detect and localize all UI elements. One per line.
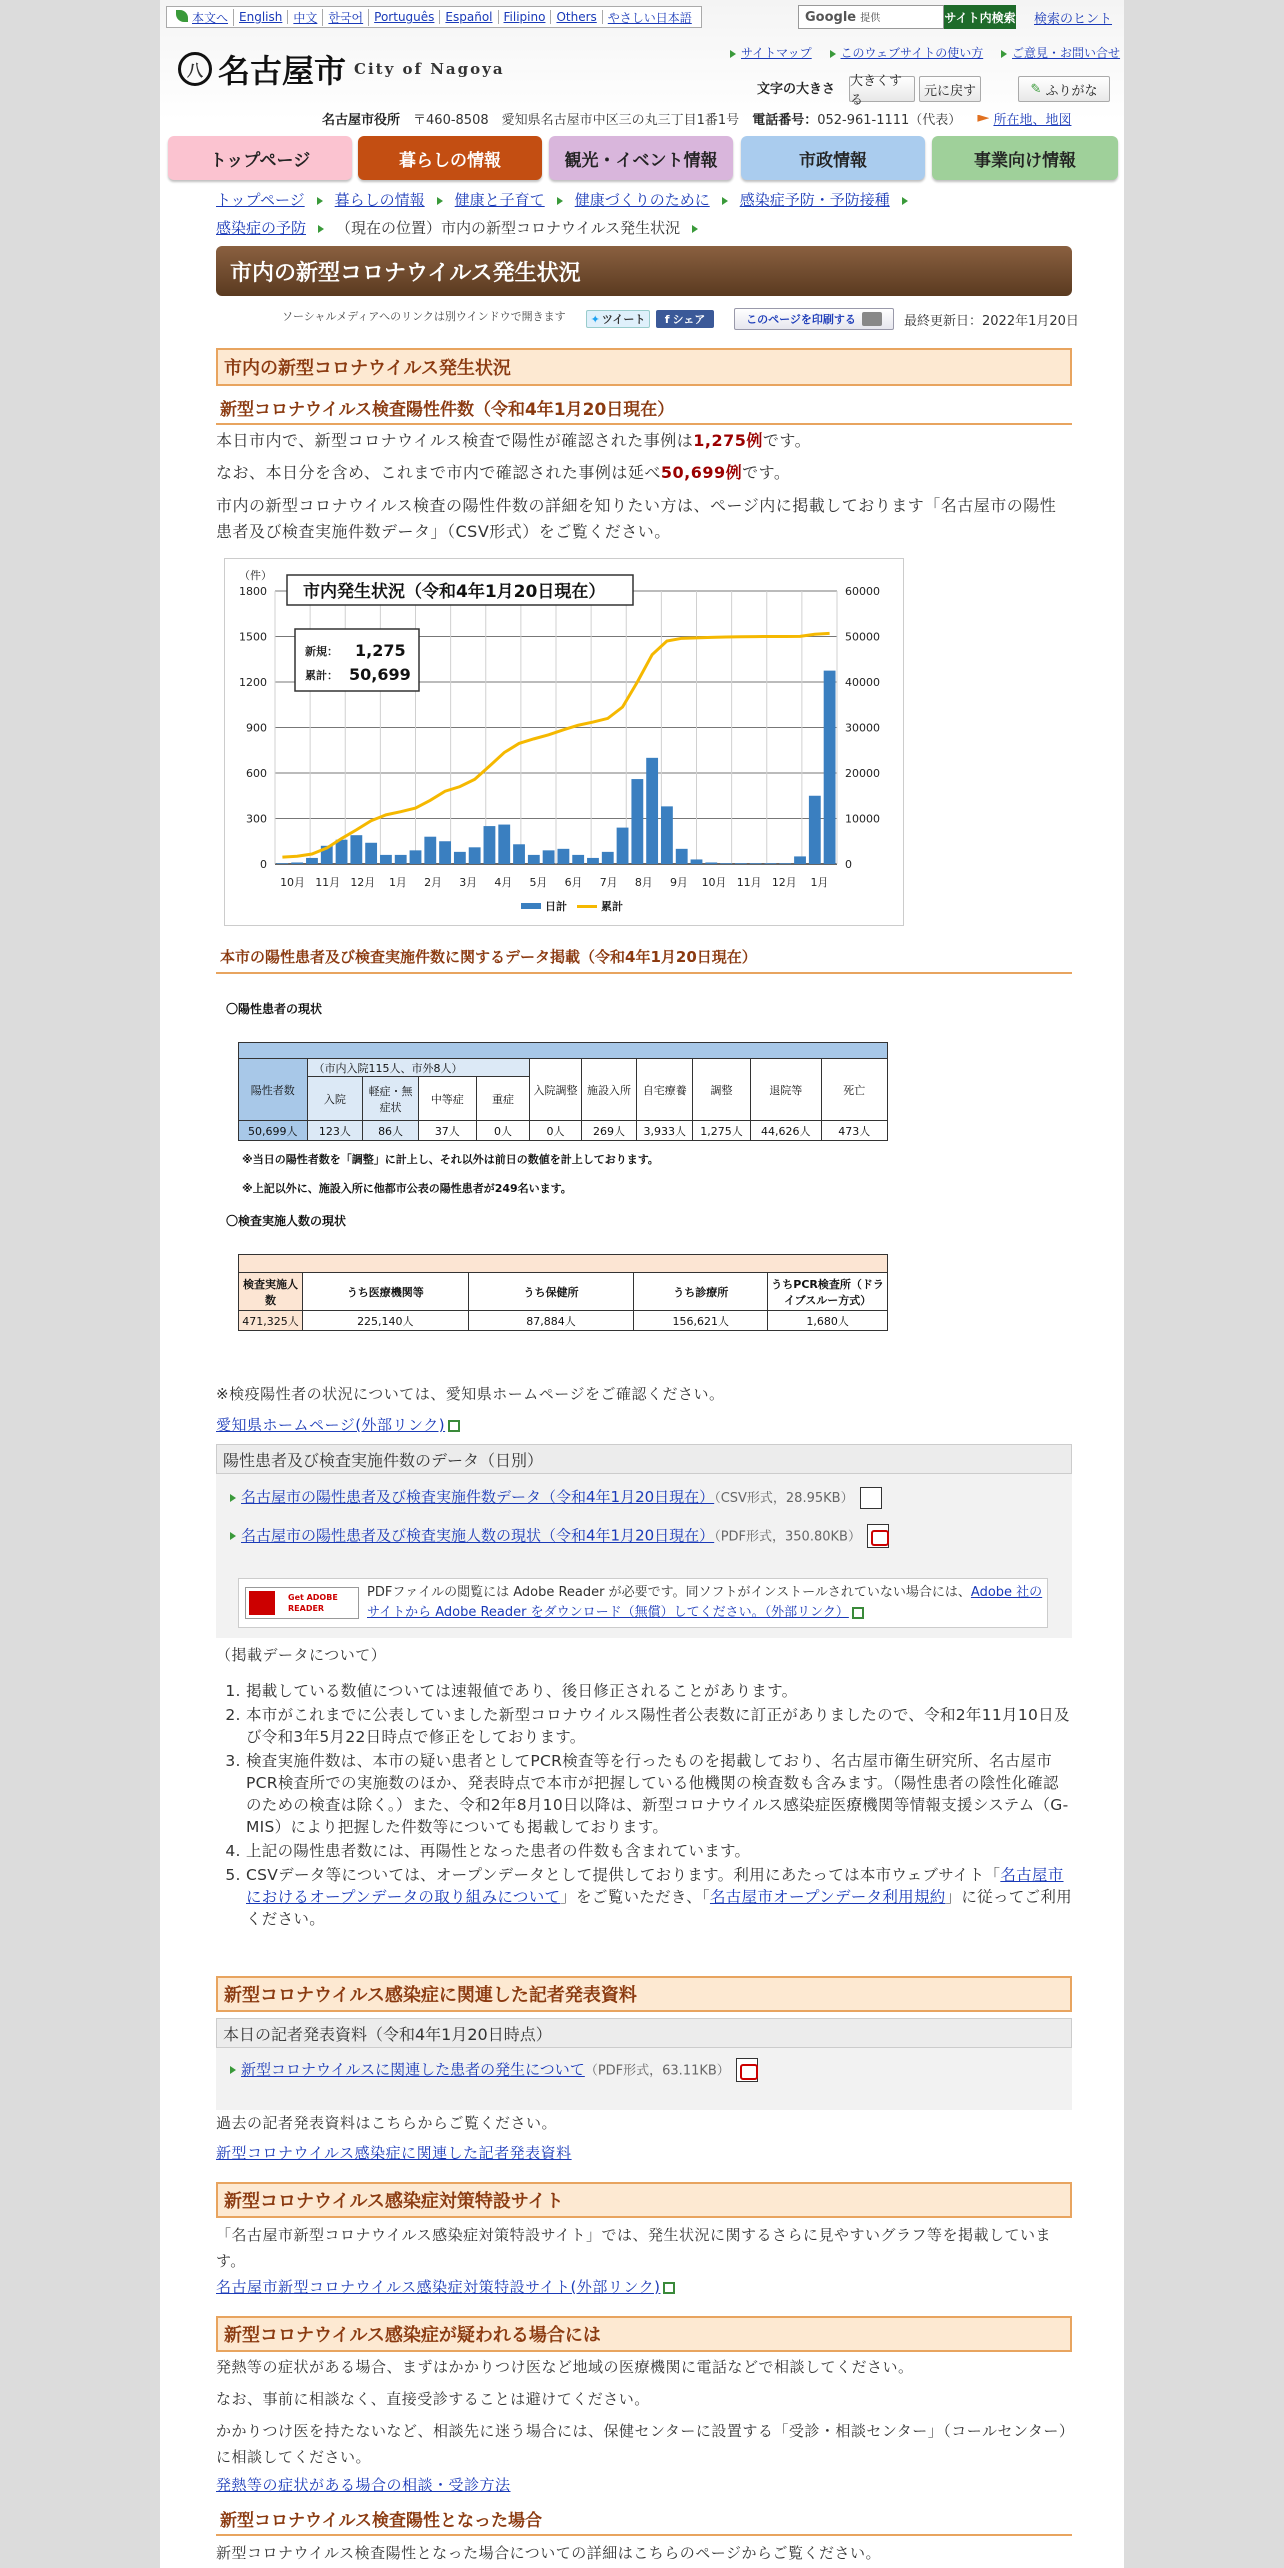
daily-bar <box>528 855 540 864</box>
open-data-terms-link[interactable]: 名古屋市オープンデータ利用規約 <box>709 1888 946 1906</box>
arrow-icon <box>230 1494 236 1502</box>
city-emblem-icon: 八 <box>178 52 212 86</box>
about-data-heading: （掲載データについて） <box>216 1646 387 1664</box>
adobe-notice <box>238 1578 1048 1628</box>
legend-label-daily: 日計 <box>545 900 567 913</box>
daily-bar <box>572 855 584 864</box>
x-tick-label: 1月 <box>810 876 829 889</box>
table-cell: 225,140人 <box>302 1311 468 1331</box>
table-cell: 156,621人 <box>634 1311 768 1331</box>
arrow-icon <box>692 225 698 233</box>
external-link-icon <box>448 1420 460 1432</box>
positive-case-text: 新型コロナウイルス検査陽性となった場合についての詳細はこちらのページからご覧ください。 <box>216 2544 882 2562</box>
list-item: 4. 上記の陽性患者数には、再陽性となった患者の件数も含まれています。 <box>246 1840 1072 1862</box>
office-address: 名古屋市役所 〒460-8508 愛知県名古屋市中区三の丸三丁目1番1号 電話番号：052-961-1111（代表） 所在地、地図 <box>322 113 1072 128</box>
share-button[interactable]: f シェア <box>656 310 714 328</box>
breadcrumb <box>216 186 1076 242</box>
header-cell: 入院 <box>307 1077 363 1121</box>
map-link[interactable]: 所在地、地図 <box>993 113 1072 128</box>
daily-bar <box>809 796 821 864</box>
page-title: 市内の新型コロナウイルス発生状況 <box>216 246 1072 296</box>
y2-tick-label: 60000 <box>845 585 880 598</box>
daily-bar <box>469 847 481 864</box>
table-cell: 87,884人 <box>468 1311 634 1331</box>
adobe-reader-badge[interactable]: Get ADOBE READER <box>245 1587 359 1619</box>
y-tick-label: 1800 <box>239 585 267 598</box>
header-cell: 施設入所 <box>581 1059 637 1121</box>
positive-status-heading: 〇陽性患者の現状 <box>226 1002 323 1016</box>
x-tick-label: 7月 <box>599 876 618 889</box>
csv-file-icon <box>860 1487 882 1509</box>
arrow-icon <box>722 197 728 205</box>
table-cell: 123人 <box>307 1121 363 1141</box>
daily-bar <box>794 856 806 864</box>
daily-bar <box>306 858 318 864</box>
x-tick-label: 12月 <box>350 876 376 889</box>
y-axis-labels <box>239 585 267 871</box>
table-cell: 0人 <box>476 1121 530 1141</box>
logo-en: City of Nagoya <box>354 60 505 78</box>
header-cell: 軽症・無症状 <box>363 1077 419 1121</box>
csv-guide-text: 市内の新型コロナウイルス検査の陽性件数の詳細を知りたい方は、ページ内に掲載しております「名古屋市の陽性患者及び検査実施件数データ」（CSV形式）をご覧ください。 <box>216 496 1057 541</box>
header-cell: 中等症 <box>418 1077 476 1121</box>
y2-tick-label: 40000 <box>845 676 880 689</box>
top-links <box>730 44 1120 61</box>
y-tick-label: 0 <box>260 858 267 871</box>
tweet-button[interactable]: ✦ ツイート <box>586 310 650 328</box>
language-bar <box>166 6 702 28</box>
section-heading: 新型コロナウイルス感染症が疑われる場合には <box>216 2316 1072 2352</box>
list-item: 5. CSVデータ等については、オープンデータとして提供しております。利用にあたっては本市ウェブサイト「名古屋市におけるオープンデータの取り組みについて」をご覧いただき、「名古屋市オープンデータ利用規約」に従ってご利用ください。 <box>246 1864 1072 1930</box>
header-cell: 退院等 <box>750 1059 821 1121</box>
arrow-icon <box>230 2066 236 2074</box>
social-note: ソーシャルメディアへのリンクは別ウインドウで開きます <box>282 310 566 323</box>
lang-link[interactable]: Español <box>440 10 498 24</box>
list-item: 3. 検査実施件数は、本市の疑い患者としてPCR検査等を行ったものを掲載しており、名古屋市衛生研究所、名古屋市PCR検査所での実施数のほか、発表時点で本市が把握している他機関の検査数も含みます。（陽性患者の陰性化確認のための検査は除く。）また、令和2年8月10日以降は、新型コロナウイルス感染症医療機関等情報支援システム（G-MIS）により把握した件数等についても掲載しております。 <box>246 1750 1072 1838</box>
daily-bar <box>705 862 717 864</box>
print-button[interactable]: このページを印刷する <box>734 308 894 330</box>
table-cell: 86人 <box>363 1121 419 1141</box>
arrow-icon <box>902 197 908 205</box>
daily-bar <box>691 859 703 864</box>
header-cell: 死亡 <box>821 1059 887 1121</box>
data-notes-list <box>216 1680 1072 1932</box>
breadcrumb-item[interactable]: 健康づくりのために <box>574 191 710 209</box>
csv-download-link[interactable]: 名古屋市の陽性患者及び検査実施件数データ（令和4年1月20日現在）（CSV形式，28.95KB） <box>230 1486 882 1509</box>
search-input[interactable]: Google 提供 <box>798 5 944 29</box>
daily-bar <box>543 850 555 864</box>
arrow-icon <box>1001 50 1007 58</box>
arrow-icon <box>318 225 324 233</box>
printer-icon <box>862 312 882 326</box>
table-cell: 269人 <box>581 1121 637 1141</box>
daily-bar <box>750 863 762 864</box>
quarantine-note: ※検疫陽性者の状況については、愛知県ホームページをご確認ください。 <box>216 1385 725 1403</box>
legend-label-cumulative: 累計 <box>601 900 623 913</box>
x-tick-label: 8月 <box>634 876 653 889</box>
leaf-icon <box>176 10 188 22</box>
breadcrumb-current: （現在の位置）市内の新型コロナウイルス発生状況 <box>336 219 681 237</box>
daily-bar <box>602 852 614 864</box>
contact-link[interactable]: ご意見・お問い合せ <box>1012 46 1121 60</box>
consult-link[interactable]: 発熱等の症状がある場合の相談・受診方法 <box>216 2476 511 2494</box>
press-pdf-link[interactable]: 新型コロナウイルスに関連した患者の発生について（PDF形式，63.11KB） <box>230 2058 758 2082</box>
header-cell: うち診療所 <box>634 1273 768 1311</box>
x-tick-label: 2月 <box>424 876 443 889</box>
y2-axis-labels <box>845 585 880 871</box>
pdf-file-icon <box>736 2058 758 2082</box>
table-cell: 1,680人 <box>768 1311 888 1331</box>
table-cell: 1,275人 <box>693 1121 751 1141</box>
header-cell: （市内入院115人、市外8人） <box>307 1059 530 1077</box>
flag-icon <box>977 115 989 127</box>
header-cell: 検査実施人数 <box>239 1273 303 1311</box>
positive-today-text: 本日市内で、新型コロナウイルス検査で陽性が確認された事例は1,275例です。 <box>216 431 812 450</box>
header-cell: 調整 <box>693 1059 751 1121</box>
table-cell: 44,626人 <box>750 1121 821 1141</box>
logo-name: 名古屋市 <box>218 52 347 90</box>
last-updated: 最終更新日：2022年1月20日 <box>904 314 1079 329</box>
daily-bar <box>735 863 747 864</box>
legend-swatch-daily <box>521 903 541 909</box>
x-tick-label: 11月 <box>315 876 341 889</box>
adobe-download-link[interactable]: Adobe 社のサイトから Adobe Reader をダウンロード（無償）してください。（外部リンク） <box>367 1585 1043 1620</box>
suspected-text: なお、事前に相談なく、直接受診することは避けてください。 <box>216 2390 650 2408</box>
daily-bar <box>513 844 525 864</box>
howto-link[interactable]: このウェブサイトの使い方 <box>840 46 984 60</box>
section-heading: 市内の新型コロナウイルス発生状況 <box>216 348 1072 386</box>
y-tick-label: 900 <box>246 721 267 735</box>
site-header <box>160 0 1124 200</box>
daily-bar <box>557 849 569 864</box>
daily-bar <box>424 837 436 864</box>
table-header-bar <box>239 1043 888 1059</box>
cases-chart-svg <box>225 559 903 925</box>
y2-tick-label: 50000 <box>845 630 880 644</box>
y-tick-label: 1500 <box>239 630 267 644</box>
new-label: 新規： <box>305 645 338 658</box>
external-link-icon <box>663 2282 675 2294</box>
lang-link[interactable]: Filipino <box>499 10 552 24</box>
x-axis-labels <box>280 876 828 889</box>
table-cell: 0人 <box>530 1121 581 1141</box>
y2-tick-label: 20000 <box>845 767 880 780</box>
search-button[interactable]: サイト内検索 <box>944 5 1016 29</box>
special-site-text: 「名古屋市新型コロナウイルス感染症対策特設サイト」では、発生状況に関するさらに見やすいグラフ等を掲載しています。 <box>216 2226 1052 2270</box>
furigana-button[interactable]: ✎ ふりがな <box>1018 76 1110 102</box>
daily-bar <box>498 825 510 864</box>
arrow-icon <box>557 197 563 205</box>
header-cell: うち保健所 <box>468 1273 634 1311</box>
daily-bar <box>646 758 658 864</box>
legend-swatch-cumulative <box>577 905 597 908</box>
table-cell: 471,325人 <box>239 1311 303 1331</box>
x-tick-label: 10月 <box>280 876 306 889</box>
table-cell: 473人 <box>821 1121 887 1141</box>
daily-bar <box>291 862 303 864</box>
global-nav <box>168 136 1118 180</box>
test-status-heading: 〇検査実施人数の現状 <box>226 1214 347 1228</box>
y2-tick-label: 0 <box>845 858 852 871</box>
header-cell: 入院調整 <box>530 1059 581 1121</box>
daily-bar <box>484 826 496 864</box>
x-tick-label: 5月 <box>529 876 548 889</box>
pdf-download-link[interactable]: 名古屋市の陽性患者及び検査実施人数の現状（令和4年1月20日現在）（PDF形式，350.80KB） <box>230 1524 889 1548</box>
header-cell: 陽性者数 <box>239 1059 308 1121</box>
y-axis-unit: （件） <box>239 569 272 582</box>
arrow-icon <box>830 50 836 58</box>
arrow-icon <box>437 197 443 205</box>
breadcrumb-item[interactable]: トップページ <box>216 191 305 209</box>
nav-tab-business[interactable]: 事業向け情報 <box>932 136 1118 180</box>
x-tick-label: 4月 <box>494 876 513 889</box>
header-cell: 自宅療養 <box>637 1059 693 1121</box>
table-cell: 3,933人 <box>637 1121 693 1141</box>
twitter-icon: ✦ <box>590 312 600 326</box>
lang-link[interactable]: 本文へ <box>171 9 234 26</box>
section-heading: 新型コロナウイルス感染症対策特設サイト <box>216 2182 1072 2218</box>
y2-tick-label: 30000 <box>845 721 880 735</box>
new-value: 1,275 <box>355 641 406 660</box>
font-larger-button[interactable]: 大きくする <box>849 76 915 102</box>
daily-bar <box>676 849 688 864</box>
positive-status-table <box>238 1042 888 1141</box>
daily-bar <box>765 863 777 864</box>
y-tick-label: 300 <box>246 812 267 826</box>
section-heading: 新型コロナウイルス感染症に関連した記者発表資料 <box>216 1976 1072 2012</box>
daily-bar <box>350 835 362 864</box>
sitemap-link[interactable]: サイトマップ <box>741 46 812 60</box>
daily-bar <box>454 852 466 864</box>
list-item: 1. 掲載している数値については速報値であり、後日修正されることがあります。 <box>246 1680 1072 1702</box>
nav-tab-tourism[interactable]: 観光・イベント情報 <box>549 136 733 180</box>
nav-tab-living[interactable]: 暮らしの情報 <box>358 136 542 180</box>
suspected-text: かかりつけ医を持たないなど、相談先に迷う場合には、保健センターに設置する「受診・相談センター」（コールセンター）に相談してください。 <box>216 2422 1067 2466</box>
chart-title: 市内発生状況（令和4年1月20日現在） <box>303 582 606 602</box>
search-hint-link[interactable]: 検索のヒント <box>1034 12 1113 27</box>
lang-link[interactable]: 中文 <box>288 9 323 26</box>
lang-link[interactable]: Others <box>551 10 602 24</box>
y-tick-label: 1200 <box>239 676 267 689</box>
daily-bar <box>336 840 348 864</box>
x-tick-label: 6月 <box>564 876 583 889</box>
y-tick-label: 600 <box>246 767 267 780</box>
lang-link[interactable]: English <box>234 10 288 24</box>
special-site-link[interactable]: 名古屋市新型コロナウイルス感染症対策特設サイト(外部リンク) <box>216 2274 1072 2300</box>
open-data-link[interactable]: 名古屋市におけるオープンデータの取り組みについて <box>246 1866 1064 1906</box>
daily-bar <box>617 828 629 864</box>
table-cell: 37人 <box>418 1121 476 1141</box>
font-reset-button[interactable]: 元に戻す <box>919 76 981 102</box>
daily-bar <box>439 841 451 864</box>
breadcrumb-item[interactable]: 暮らしの情報 <box>334 191 425 209</box>
daily-bar <box>395 855 407 864</box>
lang-link[interactable]: Português <box>369 10 440 24</box>
subsection-heading: 本市の陽性患者及び検査実施件数に関するデータ掲載（令和4年1月20日現在） <box>216 946 1072 974</box>
subsection-heading: 新型コロナウイルス検査陽性となった場合 <box>216 2506 1072 2536</box>
daily-bar <box>631 779 643 864</box>
arrow-icon <box>230 1532 236 1540</box>
adobe-icon <box>249 1591 275 1615</box>
daily-bar <box>779 863 791 864</box>
daily-bar <box>380 855 392 864</box>
site-logo[interactable] <box>178 46 505 92</box>
daily-bar <box>276 863 288 864</box>
arrow-icon <box>317 197 323 205</box>
x-tick-label: 3月 <box>459 876 478 889</box>
total-value: 50,699 <box>349 665 411 684</box>
breadcrumb-item[interactable]: 感染症の予防 <box>216 219 307 237</box>
daily-bar <box>824 671 836 864</box>
table-cell: 50,699人 <box>239 1121 308 1141</box>
suspected-text: 発熱等の症状がある場合、まずはかかりつけ医など地域の医療機関に電話などで相談してください。 <box>216 2358 914 2376</box>
subsection-heading: 新型コロナウイルス検査陽性件数（令和4年1月20日現在） <box>216 395 1072 425</box>
adobe-text: PDFファイルの閲覧には Adobe Reader が必要です。同ソフトがインストールされていない場合には、Adobe 社のサイトから Adobe Reader をダウンロード（無償）してください。（外部リンク） <box>367 1585 1043 1620</box>
past-press-text: 過去の記者発表資料はこちらからご覧ください。 <box>216 2114 558 2132</box>
daily-bar <box>410 850 422 864</box>
x-tick-label: 9月 <box>669 876 688 889</box>
breadcrumb-item[interactable]: 感染症予防・予防接種 <box>739 191 890 209</box>
font-size-label: 文字の大きさ <box>757 82 836 97</box>
data-box-title: 陽性患者及び検査実施件数のデータ（日別） <box>216 1444 1072 1474</box>
lang-link[interactable]: 한국어 <box>323 9 369 26</box>
lang-link[interactable]: やさしい日本語 <box>607 10 692 25</box>
header-cell: うち医療機関等 <box>302 1273 468 1311</box>
past-press-link[interactable]: 新型コロナウイルス感染症に関連した記者発表資料 <box>216 2144 572 2162</box>
cases-chart <box>224 558 904 926</box>
daily-bar <box>661 806 673 864</box>
daily-bar <box>587 858 599 864</box>
daily-bar <box>365 843 377 864</box>
y2-tick-label: 10000 <box>845 812 880 826</box>
external-link-icon <box>852 1607 864 1619</box>
nav-tab-top[interactable]: トップページ <box>168 136 352 180</box>
furigana-icon: ✎ <box>1030 81 1042 97</box>
page <box>160 0 1124 2568</box>
header-cell: 重症 <box>476 1077 530 1121</box>
test-status-table <box>238 1254 888 1331</box>
daily-bar <box>720 863 732 864</box>
x-tick-label: 1月 <box>388 876 407 889</box>
facebook-icon: f <box>664 312 670 326</box>
breadcrumb-item[interactable]: 健康と子育て <box>454 191 545 209</box>
list-item: 2. 本市がこれまでに公表していました新型コロナウイルス陽性者公表数に訂正がありましたので、令和2年11月10日及び令和3年5月22日時点で修正をしております。 <box>246 1704 1072 1748</box>
press-box-title: 本日の記者発表資料（令和4年1月20日時点） <box>216 2018 1072 2048</box>
x-tick-label: 11月 <box>736 876 762 889</box>
pdf-file-icon <box>867 1524 889 1548</box>
table-note: ※当日の陽性者数を「調整」に計上し、それ以外は前日の数値を計上しております。 <box>242 1153 659 1166</box>
table-header-bar <box>239 1255 888 1273</box>
table-note: ※上記以外に、施設入所に他都市公表の陽性患者が249名います。 <box>242 1182 572 1195</box>
nav-tab-city[interactable]: 市政情報 <box>741 136 925 180</box>
total-label: 累計： <box>305 669 338 682</box>
header-cell: うちPCR検査所（ドライブスルー方式） <box>768 1273 888 1311</box>
x-tick-label: 10月 <box>701 876 727 889</box>
arrow-icon <box>730 50 736 58</box>
aichi-link[interactable]: 愛知県ホームページ(外部リンク) <box>216 1412 1072 1438</box>
x-tick-label: 12月 <box>771 876 797 889</box>
positive-total-text: なお、本日分を含め、これまで市内で確認された事例は延べ50,699例です。 <box>216 463 791 482</box>
